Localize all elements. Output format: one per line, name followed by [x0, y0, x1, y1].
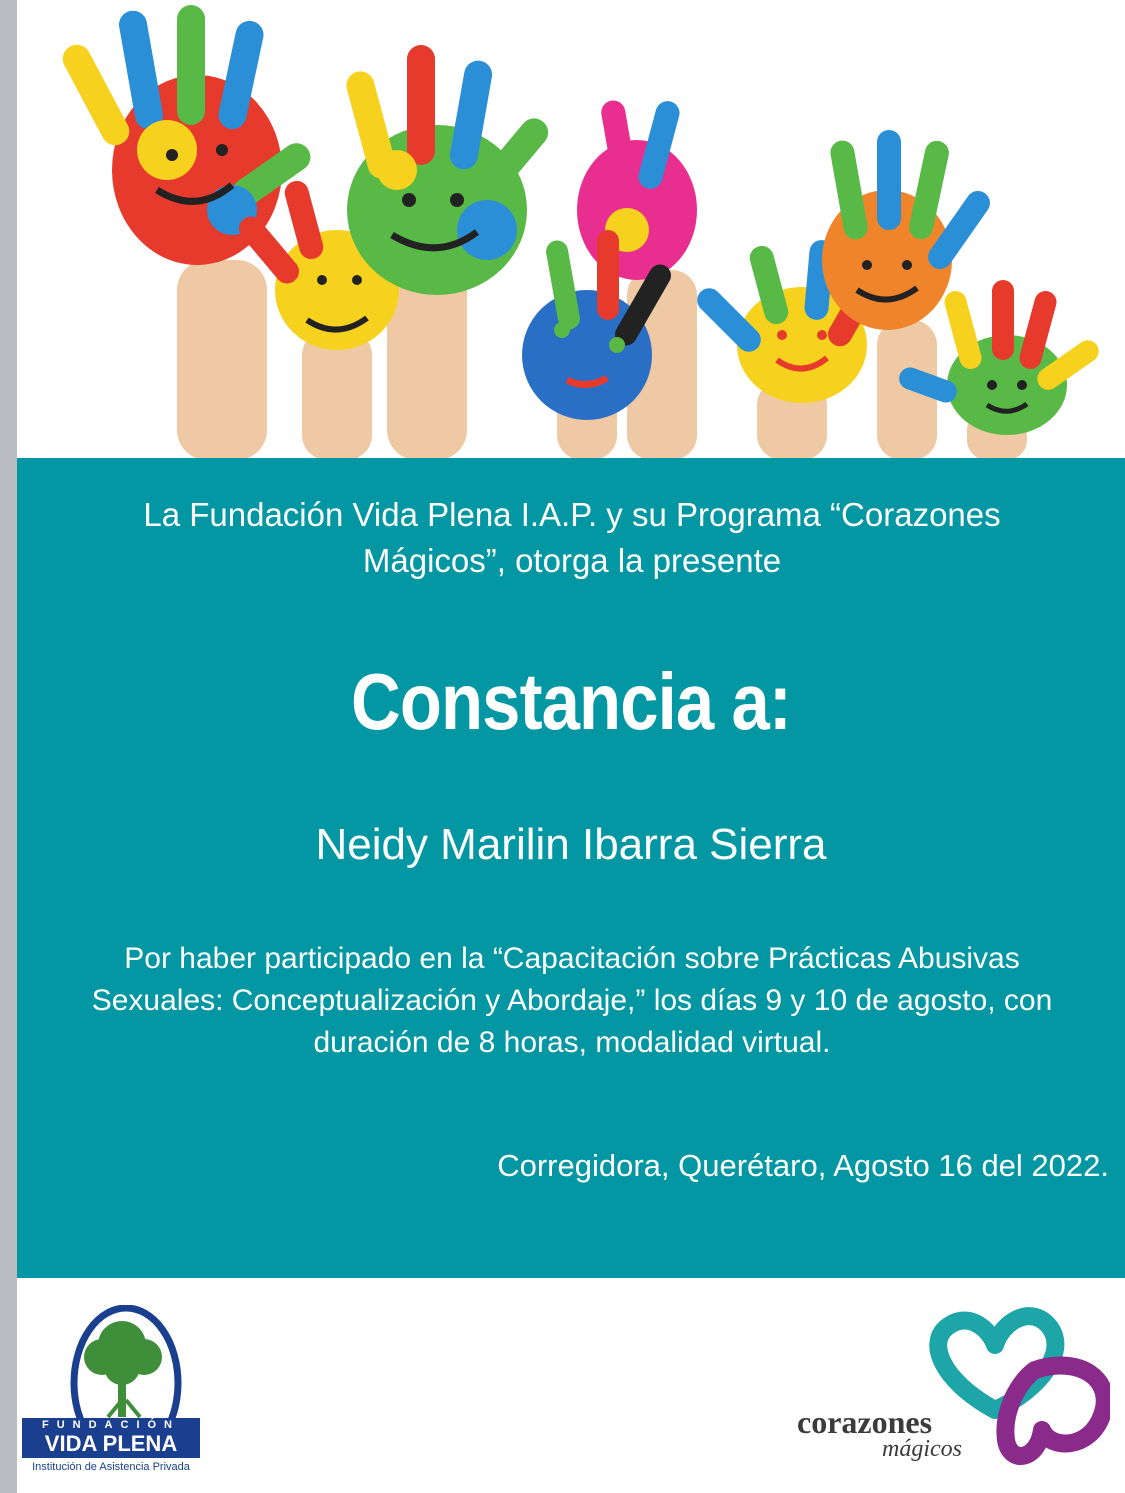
vida-plena-wordmark [22, 1418, 200, 1458]
certificate-body: Por haber participado en la “Capacitación sobre Prácticas Abusivas Sexuales: Conceptualización y Abordaje,” los días 9 y 10 de agosto, con duración de 8 horas, modalidad virtual. [91, 942, 1053, 1059]
intro-text: La Fundación Vida Plena I.A.P. y su Programa “Corazones Mágicos”, otorga la presente [143, 496, 1001, 579]
certificate-page [17, 0, 1125, 1493]
vida-plena-top-text: FUNDACIÓN [42, 1419, 180, 1431]
certificate-panel [17, 458, 1125, 1278]
recipient-name: Neidy Marilin Ibarra Sierra [315, 820, 827, 869]
corazones-wordmark: corazones [797, 1404, 933, 1440]
vida-plena-subtitle: Institución de Asistencia Privada [32, 1461, 190, 1473]
vida-plena-name: VIDA PLENA [44, 1431, 178, 1456]
painted-hands-image [17, 0, 1125, 458]
certificate-title: Constancia a: [351, 657, 791, 746]
left-margin-strip [0, 0, 17, 1493]
place-date: Corregidora, Querétaro, Agosto 16 del 2022. [497, 1148, 1109, 1183]
magicos-wordmark: mágicos [882, 1436, 962, 1462]
